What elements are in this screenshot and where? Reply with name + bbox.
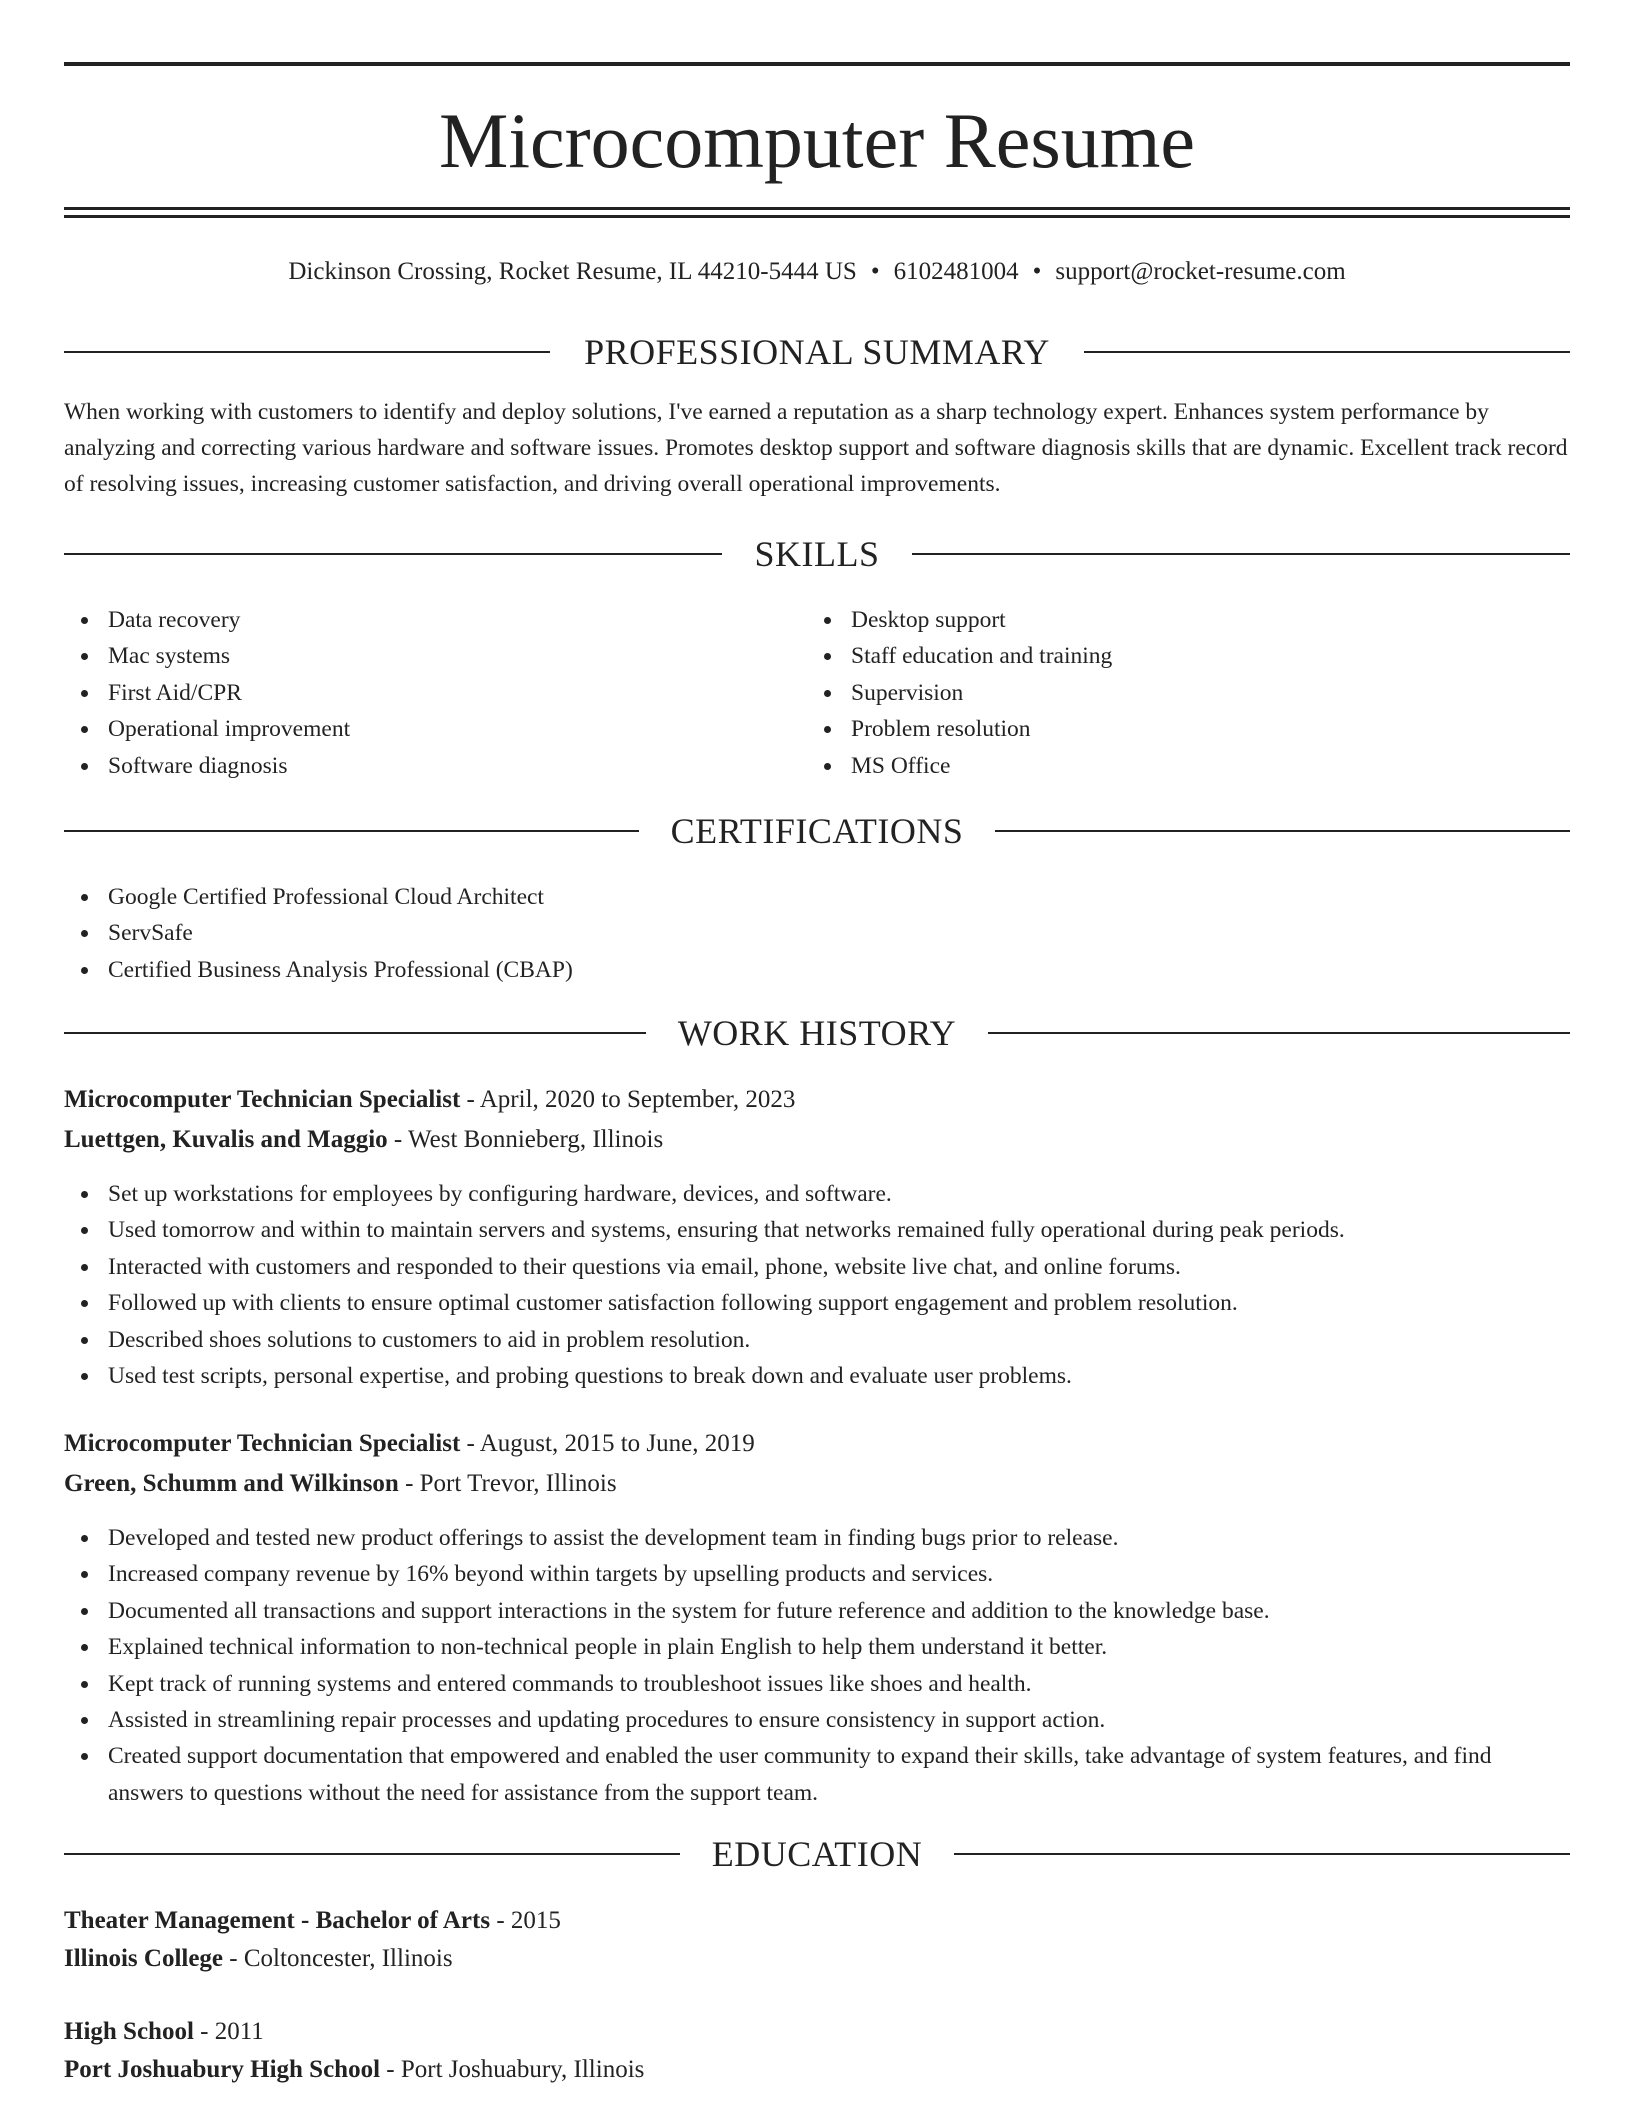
resume-name: Microcomputer Resume	[439, 97, 1195, 184]
header-top-rule	[64, 62, 1570, 66]
education-degree: High School	[64, 2018, 194, 2045]
certifications-heading-text: CERTIFICATIONS	[639, 811, 996, 851]
job-bullet: Used tomorrow and within to maintain servers and systems, ensuring that networks remained fully operational during peak periods.	[108, 1212, 1568, 1248]
skills-heading-text: SKILLS	[722, 534, 911, 574]
job-bullet: Interacted with customers and responded to their questions via email, phone, website live chat, and online forums.	[108, 1249, 1568, 1285]
education-school: Port Joshuabury High School	[64, 2056, 381, 2083]
contact-line	[64, 256, 1570, 288]
certification-item: Google Certified Professional Cloud Architect	[108, 879, 1568, 915]
contact-separator: •	[1032, 258, 1042, 285]
work-heading-text: WORK HISTORY	[646, 1013, 988, 1053]
education-year: - 2011	[193, 2018, 264, 2045]
skills-heading	[64, 532, 1570, 576]
education-school-line	[64, 2053, 1570, 2087]
contact-separator: •	[870, 258, 880, 285]
job-bullet: Documented all transactions and support interactions in the system for future reference and addition to the knowledge base.	[108, 1593, 1568, 1629]
contact-address: Dickinson Crossing, Rocket Resume, IL 44210-5444 US	[288, 258, 857, 285]
skills-list-right	[807, 602, 1551, 784]
education-degree-line	[64, 1904, 1570, 1938]
education-heading-text: EDUCATION	[680, 1834, 954, 1874]
job-company: Green, Schumm and Wilkinson	[64, 1470, 399, 1497]
job-company: Luettgen, Kuvalis and Maggio	[64, 1126, 388, 1153]
skill-item: Software diagnosis	[108, 748, 808, 784]
skill-item: Data recovery	[108, 602, 808, 638]
job-bullet: Described shoes solutions to customers to aid in problem resolution.	[108, 1322, 1568, 1358]
skill-item: Staff education and training	[851, 638, 1551, 674]
certification-item: Certified Business Analysis Professional (CBAP)	[108, 952, 1568, 988]
summary-heading	[64, 330, 1570, 374]
skills-list-left	[64, 602, 808, 784]
job-bullet: Increased company revenue by 16% beyond within targets by upselling products and services.	[108, 1556, 1568, 1592]
contact-phone: 6102481004	[893, 258, 1019, 285]
job-bullet: Used test scripts, personal expertise, and probing questions to break down and evaluate user problems.	[108, 1358, 1568, 1394]
job-company-line	[64, 1467, 1570, 1501]
job-location: - Port Trevor, Illinois	[398, 1470, 617, 1497]
job-title: Microcomputer Technician Specialist	[64, 1430, 461, 1457]
work-heading	[64, 1011, 1570, 1055]
header-rule-lower	[64, 215, 1570, 218]
skill-item: Mac systems	[108, 638, 808, 674]
job-bullet: Set up workstations for employees by configuring hardware, devices, and software.	[108, 1176, 1568, 1212]
education-year: - 2015	[490, 1907, 561, 1934]
skill-item: MS Office	[851, 748, 1551, 784]
skill-item: Problem resolution	[851, 711, 1551, 747]
education-degree: Theater Management - Bachelor of Arts	[64, 1907, 491, 1934]
job-bullet: Kept track of running systems and entered commands to troubleshoot issues like shoes and health.	[108, 1666, 1568, 1702]
job-bullets	[64, 1176, 1568, 1394]
certification-item: ServSafe	[108, 915, 1568, 951]
job-bullets	[64, 1520, 1568, 1811]
education-location: - Port Joshuabury, Illinois	[380, 2056, 645, 2083]
job-company-line	[64, 1123, 1570, 1157]
job-title-line	[64, 1427, 1570, 1461]
job-title-line	[64, 1083, 1570, 1117]
summary-heading-text: PROFESSIONAL SUMMARY	[552, 332, 1082, 372]
header-rule-upper	[64, 207, 1570, 210]
education-degree-line	[64, 2015, 1570, 2049]
job-bullet: Assisted in streamlining repair processes and updating procedures to ensure consistency in support action.	[108, 1702, 1568, 1738]
skill-item: Operational improvement	[108, 711, 808, 747]
certifications-heading	[64, 809, 1570, 853]
skill-item: Desktop support	[851, 602, 1551, 638]
education-heading	[64, 1832, 1570, 1876]
job-bullet: Developed and tested new product offerings to assist the development team in finding bugs prior to release.	[108, 1520, 1568, 1556]
education-school-line	[64, 1942, 1570, 1976]
contact-email: support@rocket-resume.com	[1055, 258, 1346, 285]
summary-text: When working with customers to identify and deploy solutions, I've earned a reputation as a sharp technology expert. Enhances system performance by analyzing and correcting various hardware and software issues. Promotes desktop support and software diagnosis skills that are dynamic. Excellent track record of resolving issues, increasing customer satisfaction, and driving overall operational improvements.	[64, 399, 1568, 497]
job-dates: - August, 2015 to June, 2019	[460, 1430, 755, 1457]
education-school: Illinois College	[64, 1945, 224, 1972]
job-location: - West Bonnieberg, Illinois	[387, 1126, 664, 1153]
job-bullet: Created support documentation that empowered and enabled the user community to expand their skills, take advantage of system features, and find answers to questions without the need for assistance from the support team.	[108, 1738, 1568, 1811]
skill-item: Supervision	[851, 675, 1551, 711]
job-dates: - April, 2020 to September, 2023	[460, 1086, 796, 1113]
education-location: - Coltoncester, Illinois	[223, 1945, 453, 1972]
job-bullet: Explained technical information to non-technical people in plain English to help them understand it better.	[108, 1629, 1568, 1665]
certifications-list	[64, 879, 1568, 988]
skill-item: First Aid/CPR	[108, 675, 808, 711]
job-title: Microcomputer Technician Specialist	[64, 1086, 461, 1113]
job-bullet: Followed up with clients to ensure optimal customer satisfaction following support engagement and problem resolution.	[108, 1285, 1568, 1321]
